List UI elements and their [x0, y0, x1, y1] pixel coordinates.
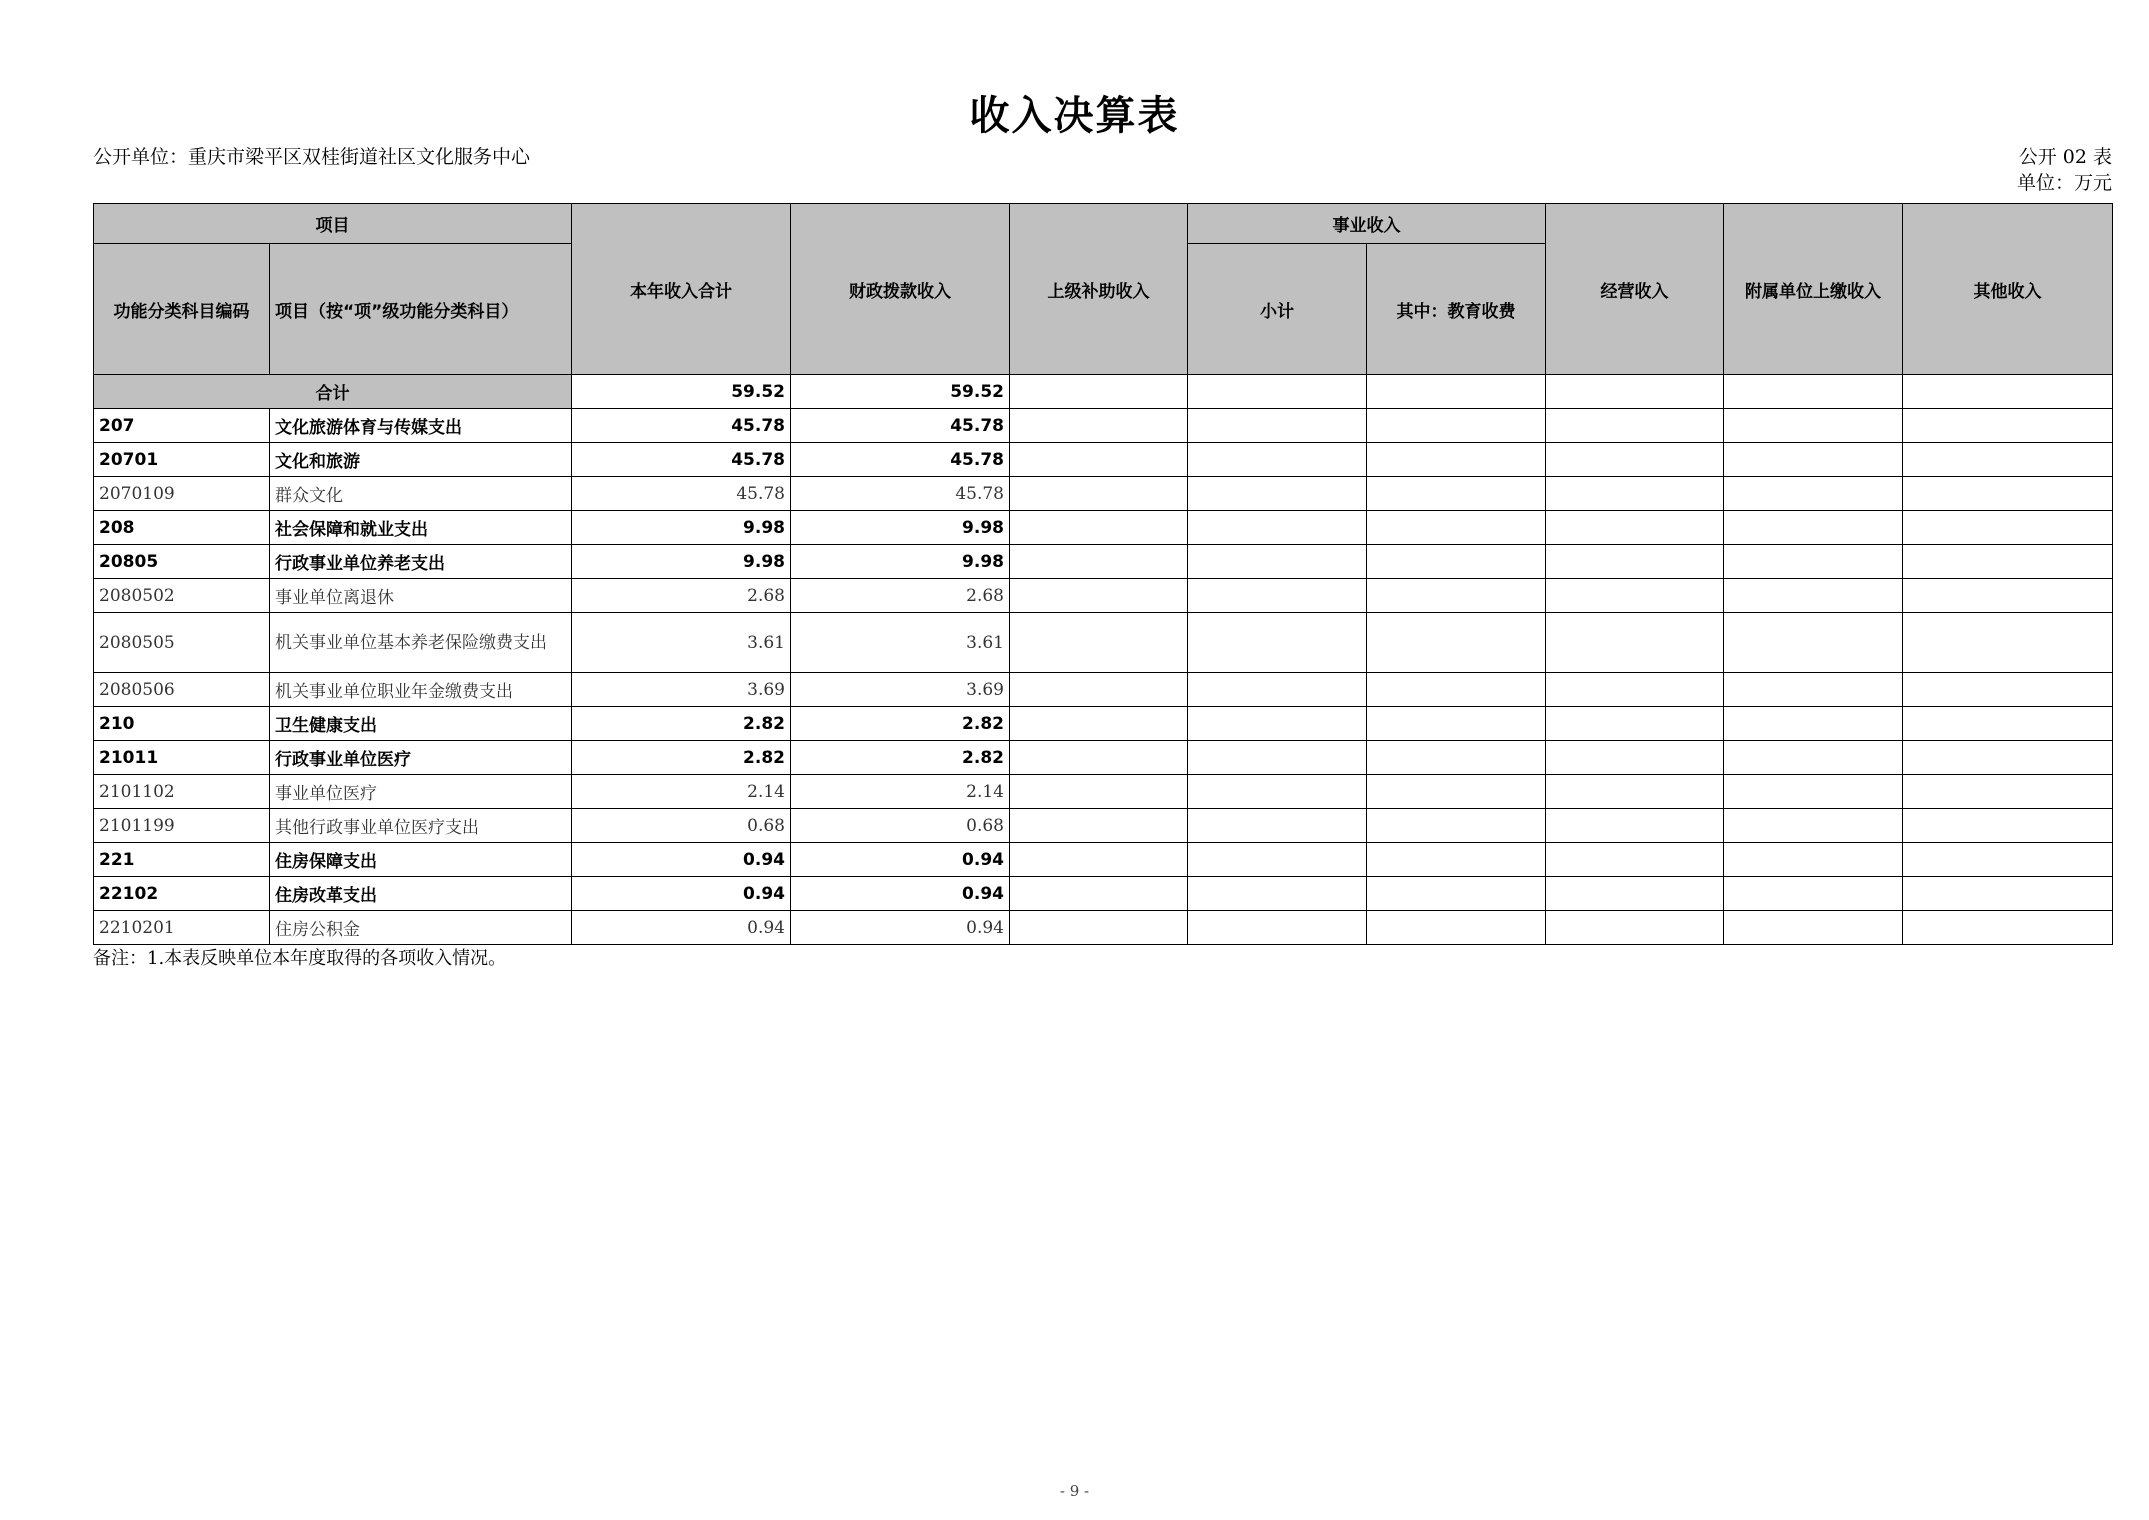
table-row [94, 545, 2113, 579]
empty-cell [1546, 775, 1724, 809]
table-row [94, 843, 2113, 877]
empty-cell [1546, 707, 1724, 741]
empty-cell [1546, 673, 1724, 707]
empty-cell [1903, 409, 2113, 443]
table-row [94, 511, 2113, 545]
empty-cell [1188, 477, 1367, 511]
row-name: 社会保障和就业支出 [270, 511, 572, 545]
empty-cell [1546, 511, 1724, 545]
empty-cell [1546, 843, 1724, 877]
header-operating: 经营收入 [1546, 204, 1724, 375]
empty-cell [1188, 707, 1367, 741]
row-total: 45.78 [572, 443, 791, 477]
empty-cell [1903, 673, 2113, 707]
row-name: 事业单位医疗 [270, 775, 572, 809]
header-fiscal: 财政拨款收入 [791, 204, 1010, 375]
empty-cell [1367, 545, 1546, 579]
header-superior: 上级补助收入 [1010, 204, 1188, 375]
row-name: 群众文化 [270, 477, 572, 511]
row-code: 22102 [94, 877, 270, 911]
row-code: 21011 [94, 741, 270, 775]
row-name: 卫生健康支出 [270, 707, 572, 741]
empty-cell [1367, 613, 1546, 673]
empty-cell [1367, 809, 1546, 843]
page-number: - 9 - [1059, 1482, 1090, 1500]
empty-cell [1367, 877, 1546, 911]
row-total: 0.94 [572, 877, 791, 911]
row-name: 事业单位离退休 [270, 579, 572, 613]
empty-cell [1188, 843, 1367, 877]
empty-cell [1010, 409, 1188, 443]
empty-cell [1010, 775, 1188, 809]
row-total: 2.14 [572, 775, 791, 809]
empty-cell [1010, 613, 1188, 673]
empty-cell [1546, 443, 1724, 477]
empty-cell [1903, 579, 2113, 613]
row-fiscal: 3.69 [791, 673, 1010, 707]
empty-cell [1546, 409, 1724, 443]
row-name: 住房保障支出 [270, 843, 572, 877]
empty-cell [1010, 673, 1188, 707]
row-total: 2.82 [572, 741, 791, 775]
empty-cell [1546, 741, 1724, 775]
row-fiscal: 9.98 [791, 545, 1010, 579]
empty-cell [1367, 775, 1546, 809]
empty-cell [1546, 877, 1724, 911]
empty-cell [1903, 809, 2113, 843]
header-code: 功能分类科目编码 [94, 244, 270, 375]
table-row [94, 707, 2113, 741]
empty-cell [1010, 579, 1188, 613]
row-fiscal: 9.98 [791, 511, 1010, 545]
empty-cell [1724, 911, 1903, 945]
empty-cell [1188, 741, 1367, 775]
empty-cell [1367, 579, 1546, 613]
empty-cell [1546, 477, 1724, 511]
empty-cell [1367, 707, 1546, 741]
empty-cell [1367, 511, 1546, 545]
currency-unit: 单位：万元 [2016, 172, 2112, 194]
empty-cell [1188, 877, 1367, 911]
empty-cell [1724, 579, 1903, 613]
total-label: 合计 [94, 375, 572, 409]
row-fiscal: 45.78 [791, 443, 1010, 477]
row-code: 2080506 [94, 673, 270, 707]
row-total: 0.94 [572, 911, 791, 945]
total-sum: 59.52 [572, 375, 791, 409]
row-name: 机关事业单位基本养老保险缴费支出 [270, 613, 572, 673]
row-total: 2.68 [572, 579, 791, 613]
empty-cell [1010, 477, 1188, 511]
form-info [2017, 144, 2112, 196]
table-body [94, 409, 2113, 945]
empty-cell [1367, 673, 1546, 707]
row-name: 其他行政事业单位医疗支出 [270, 809, 572, 843]
empty-cell [1724, 673, 1903, 707]
empty-cell [1724, 443, 1903, 477]
publishing-unit: 公开单位：重庆市梁平区双桂街道社区文化服务中心 [93, 146, 531, 168]
row-fiscal: 2.68 [791, 579, 1010, 613]
row-total: 3.61 [572, 613, 791, 673]
empty-cell [1367, 741, 1546, 775]
row-code: 2101102 [94, 775, 270, 809]
empty-cell [1188, 443, 1367, 477]
table-row [94, 673, 2113, 707]
empty-cell [1367, 843, 1546, 877]
row-fiscal: 2.82 [791, 741, 1010, 775]
row-name: 住房公积金 [270, 911, 572, 945]
row-code: 2101199 [94, 809, 270, 843]
empty-cell [1903, 511, 2113, 545]
header-total: 本年收入合计 [572, 204, 791, 375]
table-row [94, 613, 2113, 673]
empty-cell [1724, 707, 1903, 741]
row-fiscal: 45.78 [791, 477, 1010, 511]
table-row [94, 579, 2113, 613]
row-code: 2080505 [94, 613, 270, 673]
empty-cell [1724, 511, 1903, 545]
header-affiliate: 附属单位上缴收入 [1724, 204, 1903, 375]
empty-cell [1724, 843, 1903, 877]
row-name: 住房改革支出 [270, 877, 572, 911]
empty-cell [1188, 673, 1367, 707]
header-business: 事业收入 [1188, 204, 1546, 244]
row-code: 208 [94, 511, 270, 545]
header-name: 项目（按“项”级功能分类科目） [270, 244, 572, 375]
empty-cell [1724, 409, 1903, 443]
empty-cell [1546, 809, 1724, 843]
empty-cell [1010, 741, 1188, 775]
table-row [94, 775, 2113, 809]
empty-cell [1010, 809, 1188, 843]
empty-cell [1546, 613, 1724, 673]
footnote: 备注：1.本表反映单位本年度取得的各项收入情况。 [93, 948, 507, 969]
row-code: 20701 [94, 443, 270, 477]
row-total: 45.78 [572, 477, 791, 511]
row-fiscal: 3.61 [791, 613, 1010, 673]
empty-cell [1903, 707, 2113, 741]
table-row [94, 477, 2113, 511]
empty-cell [1724, 877, 1903, 911]
row-fiscal: 2.14 [791, 775, 1010, 809]
empty-cell [1903, 911, 2113, 945]
empty-cell [1010, 877, 1188, 911]
empty-cell [1903, 443, 2113, 477]
empty-cell [1546, 911, 1724, 945]
row-total: 3.69 [572, 673, 791, 707]
empty-cell [1367, 409, 1546, 443]
row-name: 行政事业单位医疗 [270, 741, 572, 775]
empty-cell [1188, 579, 1367, 613]
row-total: 9.98 [572, 545, 791, 579]
empty-cell [1903, 613, 2113, 673]
row-fiscal: 0.94 [791, 843, 1010, 877]
row-total: 9.98 [572, 511, 791, 545]
table-row [94, 409, 2113, 443]
table-row [94, 741, 2113, 775]
row-fiscal: 45.78 [791, 409, 1010, 443]
empty-cell [1367, 911, 1546, 945]
row-fiscal: 0.94 [791, 911, 1010, 945]
row-name: 文化和旅游 [270, 443, 572, 477]
empty-cell [1010, 443, 1188, 477]
empty-cell [1188, 911, 1367, 945]
empty-cell [1724, 809, 1903, 843]
empty-cell [1188, 409, 1367, 443]
empty-cell [1903, 545, 2113, 579]
row-fiscal: 0.94 [791, 877, 1010, 911]
row-code: 221 [94, 843, 270, 877]
row-total: 2.82 [572, 707, 791, 741]
header-subtotal: 小计 [1188, 244, 1367, 375]
row-total: 0.68 [572, 809, 791, 843]
row-code: 207 [94, 409, 270, 443]
total-fiscal: 59.52 [791, 375, 1010, 409]
empty-cell [1188, 775, 1367, 809]
table-row [94, 911, 2113, 945]
header-edu: 其中：教育收费 [1367, 244, 1546, 375]
empty-cell [1724, 477, 1903, 511]
empty-cell [1724, 545, 1903, 579]
row-name: 机关事业单位职业年金缴费支出 [270, 673, 572, 707]
form-number: 公开 02 表 [2018, 146, 2112, 168]
row-code: 2210201 [94, 911, 270, 945]
row-fiscal: 0.68 [791, 809, 1010, 843]
table-row [94, 809, 2113, 843]
empty-cell [1903, 877, 2113, 911]
empty-cell [1903, 843, 2113, 877]
empty-cell [1010, 911, 1188, 945]
table-row [94, 443, 2113, 477]
page-title: 收入决算表 [969, 93, 1180, 139]
row-code: 2070109 [94, 477, 270, 511]
row-code: 20805 [94, 545, 270, 579]
empty-cell [1188, 613, 1367, 673]
row-name: 文化旅游体育与传媒支出 [270, 409, 572, 443]
empty-cell [1010, 707, 1188, 741]
empty-cell [1903, 477, 2113, 511]
total-row [94, 375, 2113, 409]
empty-cell [1724, 775, 1903, 809]
empty-cell [1188, 511, 1367, 545]
empty-cell [1546, 579, 1724, 613]
empty-cell [1367, 477, 1546, 511]
empty-cell [1367, 443, 1546, 477]
empty-cell [1903, 741, 2113, 775]
table-row [94, 877, 2113, 911]
row-name: 行政事业单位养老支出 [270, 545, 572, 579]
empty-cell [1188, 809, 1367, 843]
header-item: 项目 [94, 204, 572, 244]
empty-cell [1010, 545, 1188, 579]
empty-cell [1010, 843, 1188, 877]
row-code: 210 [94, 707, 270, 741]
row-code: 2080502 [94, 579, 270, 613]
row-total: 45.78 [572, 409, 791, 443]
empty-cell [1546, 545, 1724, 579]
row-total: 0.94 [572, 843, 791, 877]
empty-cell [1724, 741, 1903, 775]
row-fiscal: 2.82 [791, 707, 1010, 741]
empty-cell [1188, 545, 1367, 579]
header-other: 其他收入 [1903, 204, 2113, 375]
empty-cell [1724, 613, 1903, 673]
empty-cell [1903, 775, 2113, 809]
income-table [93, 203, 2113, 945]
empty-cell [1010, 511, 1188, 545]
